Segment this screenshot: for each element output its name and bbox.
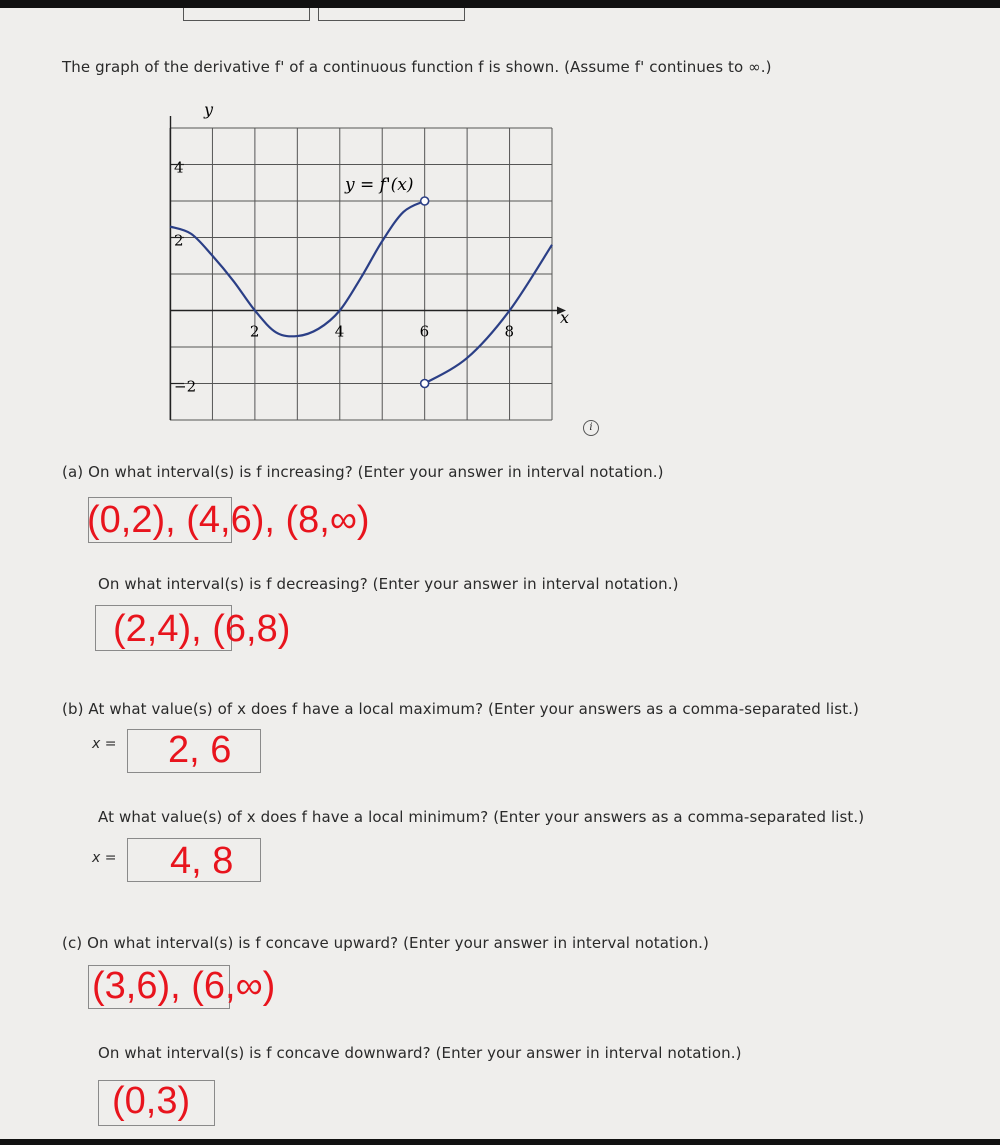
answer-b-local-max: 2, 6 [168, 729, 232, 771]
answer-c-concave-down: (0,3) [112, 1080, 191, 1122]
y-tick-label: 4 [174, 158, 184, 177]
question-b-local-min: At what value(s) of x does f have a local minimum? (Enter your answers as a comma-separated list.) [98, 808, 865, 826]
question-b-local-max: (b) At what value(s) of x does f have a local maximum? (Enter your answers as a comma-separated list.) [62, 700, 859, 718]
question-a-decreasing: On what interval(s) is f decreasing? (Enter your answer in interval notation.) [98, 575, 679, 593]
answer-a-increasing: (0,2), (4,6), (8,∞) [87, 499, 370, 541]
x-tick-label: 4 [334, 322, 345, 341]
x-axis-label: x [560, 308, 570, 327]
open-point [421, 380, 429, 388]
answer-a-decreasing: (2,4), (6,8) [113, 608, 291, 650]
x-tick-label: 8 [504, 322, 515, 341]
y-tick-label: −2 [174, 377, 197, 396]
graph-axes [170, 116, 566, 420]
top-edge-bar [0, 0, 1000, 8]
derivative-graph [150, 95, 580, 440]
curve-series [425, 245, 552, 384]
x-tick-label: 6 [419, 322, 430, 341]
open-point [421, 197, 429, 205]
graph-ticks [170, 159, 514, 396]
graph-curves [170, 197, 552, 388]
y-tick-label: 2 [174, 231, 184, 250]
question-c-concave-up: (c) On what interval(s) is f concave upward? (Enter your answer in interval notation.) [62, 934, 710, 952]
curve-label: y = f'(x) [345, 175, 414, 195]
x-equals-label-max: x = [92, 736, 117, 752]
problem-intro: The graph of the derivative f' of a continuous function f is shown. (Assume f' continues to ∞.) [62, 58, 772, 76]
x-equals-label-min: x = [92, 850, 117, 866]
x-tick-label: 2 [249, 322, 260, 341]
answer-c-concave-up: (3,6), (6,∞) [92, 965, 276, 1007]
bottom-edge-bar [0, 1139, 1000, 1145]
info-icon[interactable]: i [583, 420, 599, 436]
question-c-concave-down: On what interval(s) is f concave downward? (Enter your answer in interval notation.) [98, 1044, 742, 1062]
question-a-increasing: (a) On what interval(s) is f increasing? (Enter your answer in interval notation.) [62, 463, 664, 481]
y-axis-label: y [204, 100, 214, 119]
top-tab-left [183, 8, 310, 21]
top-tab-right [318, 8, 465, 21]
answer-b-local-min: 4, 8 [170, 840, 234, 882]
